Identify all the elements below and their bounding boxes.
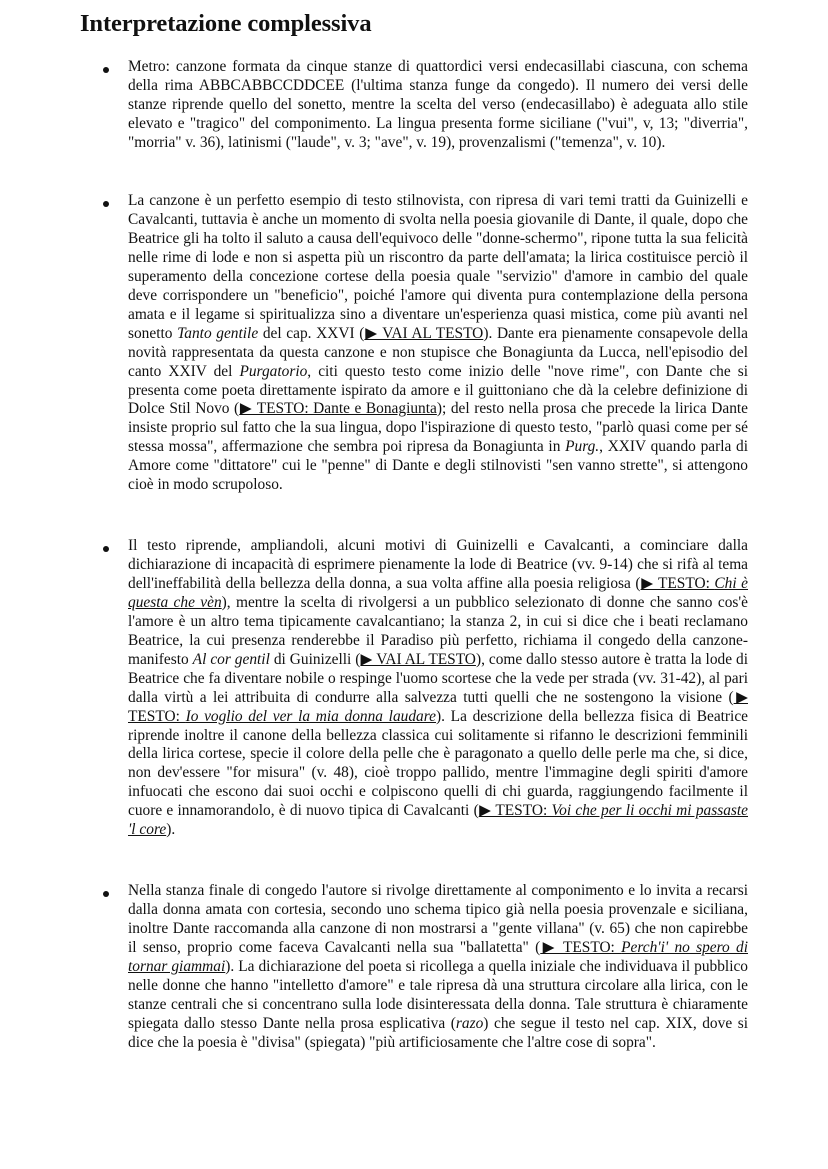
italic-title: Tanto gentile <box>177 324 259 342</box>
text-run: ), come dallo stesso autore è tratta la lode di Beatrice che fa diventare nobile o respinge l'uomo scortese che la vede per strada (vv. 31-42), al pari dalla virtù a lei attribuita di condurre alla salvezza tutti quelli che ne sostengono la visione ( <box>128 650 749 706</box>
paragraph-text <box>128 537 748 840</box>
text-run: , citi questo testo come inizio delle "nove rime", con Dante che si presenta come poeta direttamente ispirato da amore e il guittoniano che dà la celebre definizione di Dolce Stil Novo ( <box>128 362 748 418</box>
text-run: del cap. XXVI ( <box>258 324 365 342</box>
italic-title: Io voglio del ver la mia donna laudare <box>185 707 436 725</box>
bullet-icon <box>103 546 109 552</box>
text-run: La canzone è un perfetto esempio di testo stilnovista, con ripresa di vari temi tratti da Guinizelli e Cavalcanti, tuttavia è anche un momento di svolta nella poesia giovanile di Dante, il quale, dopo che Beatrice gli ha tolto il saluto a causa dell'equivoco delle "donne-schermo", ripone tutta la sua felicità nelle rime di lode e non si aspetta più un riscontro da parte dell'amata; la lirica costituisce perciò il superamento della concezione cortese della poesia quale "servizio" d'amore in cambio del quale deve corrispondere un "beneficio", poiché l'amore qui diventa pura contemplazione della persona amata e il legame si spiritualizza sino a diventare un'esperienza quasi mistica, come più avanti nel sonetto <box>128 192 748 342</box>
text-run: ▶ VAI AL TESTO <box>360 650 476 668</box>
text-run: ). Dante era pienamente consapevole della novità rappresentata da questa canzone e non stupisce che Bonagiunta da Lucca, nell'episodio del canto XXIV del <box>128 324 748 380</box>
text-run: di Guinizelli ( <box>269 650 361 668</box>
text-run: ). La descrizione della bellezza fisica di Beatrice riprende inoltre il canone della bellezza classica cui solitamente si rifanno le descrizioni femminili della lirica cortese, specie il colore della pelle che è paragonato a quello delle perle ma che, si dice, non dev'essere "for misura" (v. 48), cioè troppo pallido, mentre l'immagine degli spiriti d'amore infuocati che escono dai suoi occhi e colpiscono quelli di chi guarda, raggiungendo facilmente il cuore e innamorandolo, è di nuovo tipica di Cavalcanti ( <box>128 707 748 820</box>
text-run: ▶ TESTO: <box>128 688 748 725</box>
bullet-icon <box>103 201 109 207</box>
text-run: ▶ TESTO: <box>540 938 622 956</box>
text-run: Il testo riprende, ampliandoli, alcuni motivi di Guinizelli e Cavalcanti, a cominciare dalla dichiarazione di incapacità di esprimere pienamente la lode di Beatrice (vv. 9-14) che si rifà al tema dell'ineffabilità della bellezza della donna, a sua volta affine alla poesia religiosa ( <box>128 537 748 592</box>
text-run: , XXIV quando parla di Amore come "dittatore" cui le "penne" di Dante e degli stilnovisti "sen vanno strette", si attengono cioè in modo scrupoloso. <box>128 438 748 494</box>
paragraph-text <box>128 192 748 495</box>
italic-title: Al cor gentil <box>192 650 270 668</box>
italic-title: Voi che per li occhi mi passaste 'l core <box>128 802 748 839</box>
paragraph-text <box>128 58 748 153</box>
text-run: ). <box>166 821 176 839</box>
text-run: ). La dichiarazione del poeta si ricollega a quella iniziale che individuava il pubblico nelle donne che hanno "intelletto d'amore" e tale ripresa dà una struttura circolare alla lirica, con le stanze centrali che si concentrano sulla lode disinteressata della donna. Tale struttura è chiaramente spiegata dallo stesso Dante nella prosa esplicativa ( <box>128 957 748 1032</box>
italic-title: Purgatorio <box>239 362 308 380</box>
text-link[interactable] <box>239 400 437 417</box>
page-title: Interpretazione complessiva <box>80 10 372 37</box>
bullet-icon <box>103 67 109 73</box>
text-run: ▶ VAI AL TESTO <box>364 324 484 342</box>
text-run: ); del resto nella prosa che precede la lirica Dante insiste proprio sul fatto che la sua lingua, dopo l'ispirazione di questo testo, "parlò quasi come per sé stessa mossa", affermazione che sembra poi ripresa da Bonagiunta in <box>128 400 748 456</box>
italic-title: Perch'i' no spero di tornar giammai <box>128 938 748 975</box>
text-run: ▶ TESTO: <box>478 802 552 820</box>
paragraph-text <box>128 882 748 1053</box>
italic-title: Purg. <box>565 438 600 456</box>
text-run: Nella stanza finale di congedo l'autore si rivolge direttamente al componimento e lo invita a recarsi dalla donna amata con cortesia, secondo uno schema tipico già nella poesia provenzale e siciliana, inoltre Dante raccomanda alla canzone di non mostrarsi a "gente villana" (v. 65) che non capirebbe il senso, proprio come faceva Cavalcanti nella sua "ballatetta" ( <box>128 882 748 956</box>
italic-title: Chi è questa che vèn <box>128 574 749 611</box>
text-run: ) che segue il testo nel cap. XIX, dove si dice che la poesia è "divisa" (spiegata) "più artificiosamente che l'altre cose di sopra". <box>128 1014 748 1051</box>
text-link[interactable] <box>360 651 476 668</box>
text-run: Metro: canzone formata da cinque stanze di quattordici versi endecasillabi ciascuna, con schema della rima ABBCABBCCDDCEE (l'ultima stanza funge da congedo). Il numero dei versi delle stanze riprende quello del sonetto, mentre la scelta del verso (endecasillabo) è adeguata allo stile elevato e "tragico" del componimento. La lingua presenta forme siciliane ("vui", v, 13; "diverria", "morria" v. 36), latinismi ("laude", v. 3; "ave", v. 19), provenzalismi ("temenza", v. 10). <box>128 58 748 151</box>
text-run: ▶ TESTO: <box>640 574 715 592</box>
text-run: ▶ TESTO: Dante e Bonagiunta <box>239 400 437 418</box>
text-link[interactable] <box>364 325 483 342</box>
italic-title: razo <box>455 1014 484 1032</box>
bullet-icon <box>103 891 109 897</box>
text-run: ), mentre la scelta di rivolgersi a un pubblico selezionato di donne che sanno cos'è l'amore è un altro tema tipicamente cavalcantiano; la stanza 2, in cui si dice che i beati reclamano Beatrice, la cui presenza renderebbe il Paradiso più perfetto, richiama il congedo della canzone-manifesto <box>128 593 748 668</box>
